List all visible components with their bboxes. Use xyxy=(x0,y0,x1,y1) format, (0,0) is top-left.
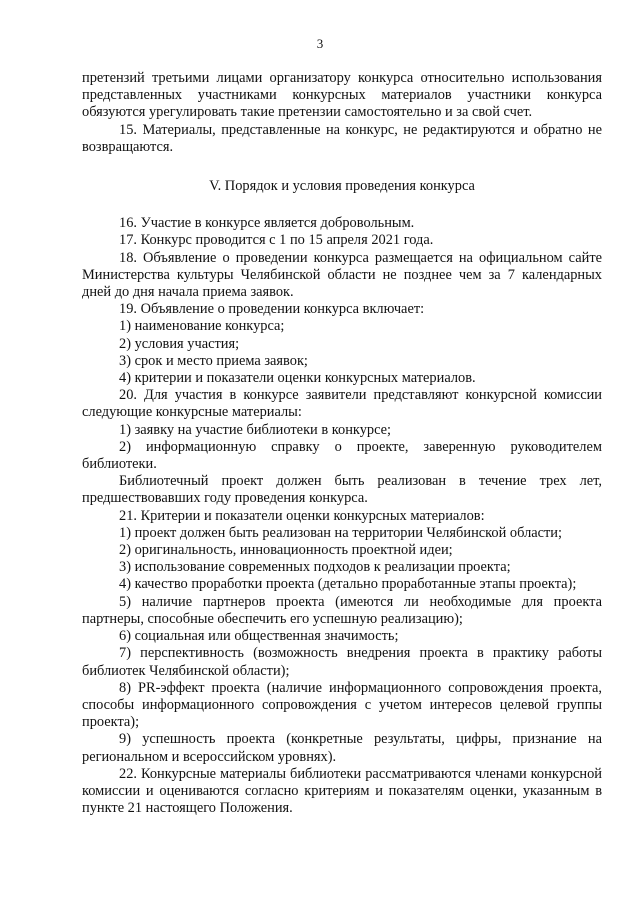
list-item-20-1: 1) заявку на участие библиотеки в конкурсе; xyxy=(119,421,392,438)
paragraph-16: 16. Участие в конкурсе является добровольным. xyxy=(119,215,415,232)
paragraph-19: 19. Объявление о проведении конкурса включает: xyxy=(119,301,425,318)
list-item-21-8: 8) PR-эффект проекта (наличие информационного сопровождения проекта, способы информационного сопровождения с учетом интересов целевой группы проекта); xyxy=(82,679,602,731)
list-item-20-2: 2) информационную справку о проекте, заверенную руководителем библиотеки. xyxy=(82,438,602,473)
list-item-21-7: 7) перспективность (возможность внедрения проекта в практику работы библиотек Челябинской области); xyxy=(82,645,602,679)
paragraph-15: 15. Материалы, представленные на конкурс, не редактируются и обратно не возвращаются. xyxy=(82,121,602,155)
list-item-21-4: 4) качество проработки проекта (детально проработанные этапы проекта); xyxy=(119,576,577,593)
page-number: 3 xyxy=(316,36,324,51)
list-item-21-2: 2) оригинальность, инновационность проектной идеи; xyxy=(119,542,453,559)
section-title: V. Порядок и условия проведения конкурса xyxy=(209,178,475,195)
list-item-19-1: 1) наименование конкурса; xyxy=(119,318,285,335)
list-item-21-1: 1) проект должен быть реализован на территории Челябинской области; xyxy=(119,524,563,541)
paragraph-continuation: претензий третьими лицами организатору конкурса относительно использования представленных участниками конкурсных материалов участники конкурса обязуются урегулировать такие претензии самостоятельно и за свой счет. xyxy=(82,70,602,121)
paragraph-18: 18. Объявление о проведении конкурса размещается на официальном сайте Министерства культуры Челябинской области не позднее чем за 7 календарных дней до дня начала приема заявок. xyxy=(82,249,602,301)
paragraph-22: 22. Конкурсные материалы библиотеки рассматриваются членами конкурсной комиссии и оцениваются согласно критериям и показателям оценки, указанным в пункте 21 настоящего Положения. xyxy=(82,765,602,817)
list-item-21-6: 6) социальная или общественная значимость; xyxy=(119,628,399,645)
list-item-21-9: 9) успешность проекта (конкретные результаты, цифры, признание на региональном и всероссийском уровнях). xyxy=(82,731,602,765)
paragraph-20: 20. Для участия в конкурсе заявители представляют конкурсной комиссии следующие конкурсные материалы: xyxy=(82,387,602,421)
paragraph-21: 21. Критерии и показатели оценки конкурсных материалов: xyxy=(119,507,485,524)
paragraph-17: 17. Конкурс проводится с 1 по 15 апреля 2021 года. xyxy=(119,232,434,249)
list-item-19-2: 2) условия участия; xyxy=(119,335,240,352)
list-item-19-3: 3) срок и место приема заявок; xyxy=(119,352,308,369)
document-body xyxy=(82,70,602,817)
list-item-21-5: 5) наличие партнеров проекта (имеются ли необходимые для проекта партнеры, способные обеспечить его успешную реализацию); xyxy=(82,593,602,627)
list-item-21-3: 3) использование современных подходов к реализации проекта; xyxy=(119,559,511,576)
list-item-19-4: 4) критерии и показатели оценки конкурсных материалов. xyxy=(119,370,476,387)
paragraph-project-term: Библиотечный проект должен быть реализован в течение трех лет, предшествовавших году проведения конкурса. xyxy=(82,473,602,507)
